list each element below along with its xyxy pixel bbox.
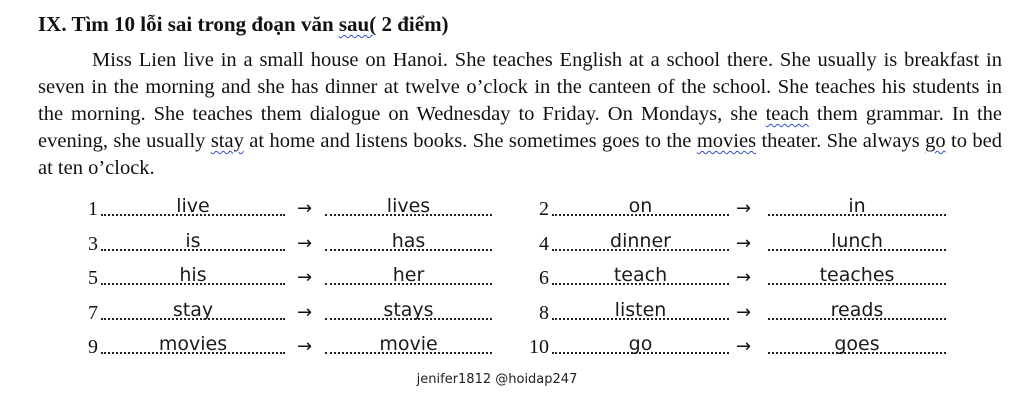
arrow-icon: → [297,301,313,323]
arrow-icon: → [736,267,752,288]
arrow-icon: → [736,336,752,357]
arrow-icon: → [297,198,313,219]
marked-word-movies: movies [696,130,757,152]
paragraph-text-5: to bed at ten o’clock. [38,130,1003,179]
error-word: listen [614,298,667,321]
error-word: teach [613,264,668,286]
arrow-icon: → [736,301,752,323]
corrected-word: reads [830,298,884,321]
exercise-paragraph [38,47,1002,182]
correction-row [0,299,1024,334]
marked-word-go: go [925,130,946,152]
correction-item [0,195,1024,223]
corrected-word: stays [383,298,434,321]
item-number: 4 [539,232,549,255]
answer-grid [0,195,1024,368]
marked-word-stay: stay [210,130,244,152]
correction-row [0,230,1024,265]
error-word: on [628,195,653,217]
marked-word-teach: teach [765,103,809,125]
item-number: 6 [539,267,549,289]
arrow-icon: → [736,232,752,254]
corrected-word: movie [379,333,438,355]
error-word: go [628,333,653,355]
arrow-icon: → [297,232,313,254]
item-number: 3 [88,232,98,255]
correction-item [0,333,1024,361]
corrected-word: has [391,229,426,252]
paragraph-text-1: Miss Lien live in a small house on Hanoi. She teaches English at a school there. She usually is breakfast in seven in the morning and she has dinner at twelve o’clock in the canteen of the school. She teaches his students in the morning. She teaches them dialogue on Wednesday to Friday. On Mondays, she [38,49,1002,125]
item-number: 10 [529,336,549,358]
paragraph-text-4: theater. She always [756,130,926,152]
item-number: 8 [539,301,549,324]
exercise-title [38,12,449,37]
corrected-word: lives [386,195,431,217]
corrected-word: goes [834,333,880,355]
arrow-icon: → [297,336,313,357]
arrow-icon: → [736,198,752,219]
author-credit: jenifer1812 @hoidap247 [416,372,578,387]
correction-item [0,264,1024,292]
item-number: 2 [539,198,549,220]
corrected-word: her [392,264,425,286]
item-number: 9 [88,336,98,358]
title-underlined-word: sau( [338,12,377,36]
arrow-icon: → [297,267,313,288]
error-word: live [176,195,210,217]
correction-row [0,333,1024,368]
error-word: movies [158,333,228,355]
error-word: is [185,229,201,252]
error-word: dinner [610,229,671,252]
error-word: his [179,264,207,286]
correction-item [0,230,1024,258]
error-word: stay [172,298,214,321]
corrected-word: lunch [831,229,883,252]
item-number: 5 [88,267,98,289]
paragraph-text-3: at home and listens books. She sometimes goes to the [243,130,697,152]
correction-item [0,299,1024,327]
item-number: 1 [88,198,98,220]
title-text: IX. Tìm 10 lỗi sai trong đoạn văn [38,12,339,36]
correction-row [0,264,1024,299]
corrected-word: teaches [819,264,895,286]
corrected-word: in [848,195,866,217]
title-points: 2 điểm) [376,12,449,36]
paragraph-text-2: them grammar. In the evening, she usually [38,103,1002,152]
item-number: 7 [88,301,98,324]
correction-row [0,195,1024,230]
